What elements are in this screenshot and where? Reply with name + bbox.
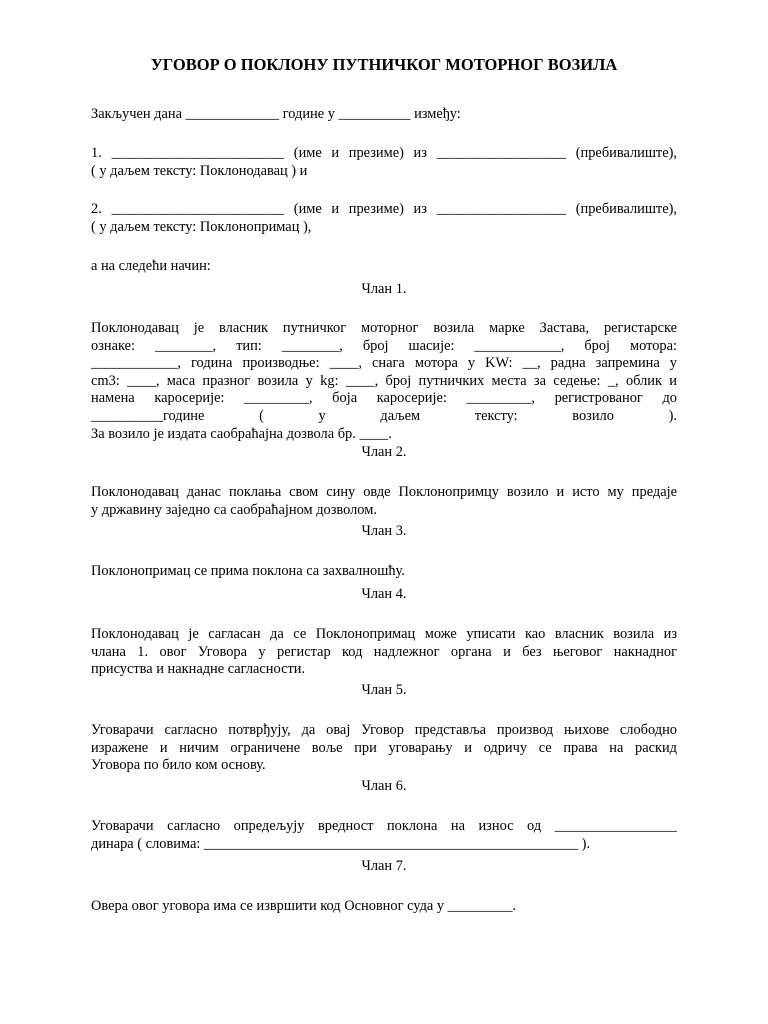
article-1-heading: Члан 1. [361,281,407,297]
manner-paragraph: а на следећи начин: [91,258,211,274]
article-7-line: Овера овог уговора има се извршити код Основног суда у _________. [91,898,517,914]
party-1 [91,145,677,180]
article-1-line: ____________, година производње: ____, снага мотора у KW: __, радна запремина у [91,355,677,372]
article-5-line: Уговора по било ком основу. [91,757,266,774]
article-1-body [91,320,677,443]
article-4-line: члана 1. овог Уговора у регистар код надлежног органа и без његовог накнадног [91,643,677,660]
article-3-heading: Члан 3. [361,523,407,539]
party-2-line-1: 2. ________________________ (име и презиме) из __________________ (пребивалиште), [91,201,677,217]
intro-paragraph: Закључен дана _____________ године у __________ између: [91,106,461,122]
article-6-heading: Члан 6. [361,778,407,794]
article-5-heading: Члан 5. [361,682,407,698]
article-2-heading: Члан 2. [361,444,407,460]
article-5-body [91,722,677,775]
article-1-line: ознаке: ________, тип: ________, број шасије: ____________, број мотора: [91,337,677,354]
article-1-line: намена каросерије: _________, боја каросерије: _________, регистрованог до [91,390,677,407]
article-1-line: cm3: ____, маса празног возила у kg: ____, број путничких места за седење: _, облик и [91,372,677,389]
article-5-line: изражене и ничим ограничене воље при уговарању и одричу се права на раскид [91,739,677,756]
party-2-line-2: ( у даљем тексту: Поклонопримац ), [91,218,312,235]
article-4-body [91,626,677,679]
article-6-line: динара ( словима: ____________________________________________________ ). [91,835,591,852]
article-2-body [91,484,677,519]
article-5-line: Уговарачи сагласно потврђују, да овај Уговор представља производ њихове слободно [91,722,677,738]
article-1-line: За возило је издата саобраћајна дозвола бр. ____. [91,425,392,442]
article-2-line: Поклонодавац данас поклања свом сину овде Поклонопримцу возило и исто му предаје [91,484,677,500]
article-2-line: у државину заједно са саобраћајном дозволом. [91,501,377,518]
article-1-line: __________године ( у даљем тексту: возило ). [91,407,677,424]
article-1-line: Поклонодавац је власник путничког моторног возила марке Застава, регистарске [91,320,677,336]
article-4-heading: Члан 4. [361,586,407,602]
party-1-line-1: 1. ________________________ (име и презиме) из __________________ (пребивалиште), [91,145,677,161]
article-4-line: Поклонодавац је сагласан да се Поклонопримац може уписати као власник возила из [91,626,677,642]
article-4-line: присуства и накнадне сагласности. [91,661,306,678]
article-6-line: Уговарачи сагласно опредељују вредност поклона на износ од _________________ [91,818,677,834]
party-2 [91,201,677,236]
article-3-body [91,563,677,581]
article-7-heading: Члан 7. [361,858,407,874]
article-7-body [91,898,677,916]
article-6-body [91,818,677,853]
party-1-line-2: ( у даљем тексту: Поклонодавац ) и [91,162,308,179]
article-3-line: Поклонопримац се прима поклона са захвалношћу. [91,563,405,579]
document-title: УГОВОР О ПОКЛОНУ ПУТНИЧКОГ МОТОРНОГ ВОЗИЛА [150,55,618,74]
